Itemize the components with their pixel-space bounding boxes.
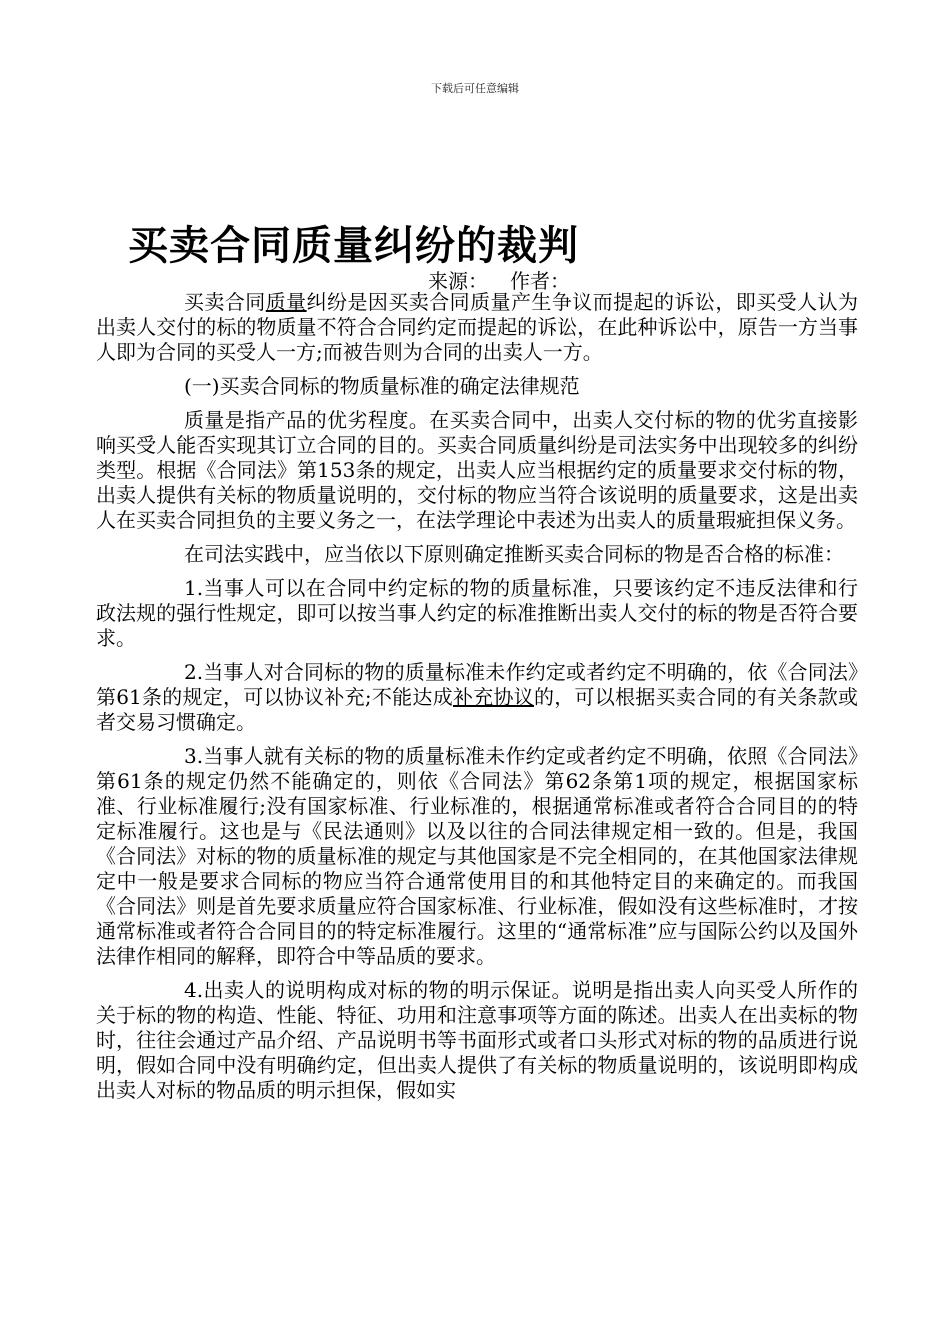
- paragraph-quality-definition: 质量是指产品的优劣程度。在买卖合同中，出卖人交付标的物的优劣直接影响买受人能否实现其订立合同的目的。买卖合同质量纠纷是司法实务中出现较多的纠纷类型。根据《合同法》第153条的规定，出卖人应当根据约定的质量要求交付标的物，出卖人提供有关标的物质量说明的，交付标的物应当符合该说明的质量要求，这是出卖人在买卖合同担负的主要义务之一，在法学理论中表述为出卖人的质量瑕疵担保义务。: [96, 408, 858, 532]
- paragraph-item-2: 2.当事人对合同标的物的质量标准未作约定或者约定不明确的，依《合同法》第61条的规定，可以协议补充;不能达成补充协议的，可以根据买卖合同的有关条款或者交易习惯确定。: [96, 660, 859, 734]
- document-title: 买卖合同质量纠纷的裁判: [128, 222, 579, 269]
- paragraph-item-3: 3.当事人就有关标的物的质量标准未作约定或者约定不明确，依照《合同法》第61条的规定仍然不能确定的，则依《合同法》第62条第1项的规定，根据国家标准、行业标准履行;没有国家标准、行业标准的，根据通常标准或者符合合同目的的特定标准履行。这也是与《民法通则》以及以往的合同法律规定相一致的。但是，我国《合同法》对标的物的质量标准的规定与其他国家是不完全相同的，在其他国家法律规定中一般是要求合同标的物应当符合通常使用目的和其他特定目的来确定的。而我国《合同法》则是首先要求质量应符合国家标准、行业标准，假如没有这些标准时，才按通常标准或者符合合同目的的特定标准履行。这里的“通常标准”应与国际公约以及国外法律作相同的解释，即符合中等品质的要求。: [96, 744, 858, 968]
- section-heading: (一)买卖合同标的物质量标准的确定法律规范: [184, 374, 580, 398]
- quality-link[interactable]: 质量: [265, 290, 307, 314]
- paragraph-intro: 买卖合同质量纠纷是因买卖合同质量产生争议而提起的诉讼，即买受人认为出卖人交付的标的物质量不符合合同约定而提起的诉讼，在此种诉讼中，原告一方当事人即为合同的买受人一方;而被告则为合同的出卖人一方。: [96, 290, 858, 364]
- author-label: 作者：: [510, 269, 570, 293]
- paragraph-principles-intro: 在司法实践中，应当依以下原则确定推断买卖合同标的物是否合格的标准：: [184, 542, 844, 566]
- document-body: [96, 290, 858, 1112]
- header-note: 下载后可任意编辑: [431, 82, 519, 95]
- paragraph-item-1: 1.当事人可以在合同中约定标的物的质量标准，只要该约定不违反法律和行政法规的强行性规定，即可以按当事人约定的标准推断出卖人交付的标的物是否符合要求。: [96, 576, 858, 650]
- paragraph-item-4: 4.出卖人的说明构成对标的物的明示保证。说明是指出卖人向买受人所作的关于标的物的构造、性能、特征、功用和注意事项等方面的陈述。出卖人在出卖标的物时，往往会通过产品介绍、产品说明书等书面形式或者口头形式对标的物的品质进行说明，假如合同中没有明确约定，但出卖人提供了有关标的物质量说明的，该说明即构成出卖人对标的物品质的明示担保，假如实: [96, 978, 858, 1102]
- source-label: 来源：: [428, 269, 488, 293]
- supplementary-agreement-link[interactable]: 补充协议: [452, 685, 535, 709]
